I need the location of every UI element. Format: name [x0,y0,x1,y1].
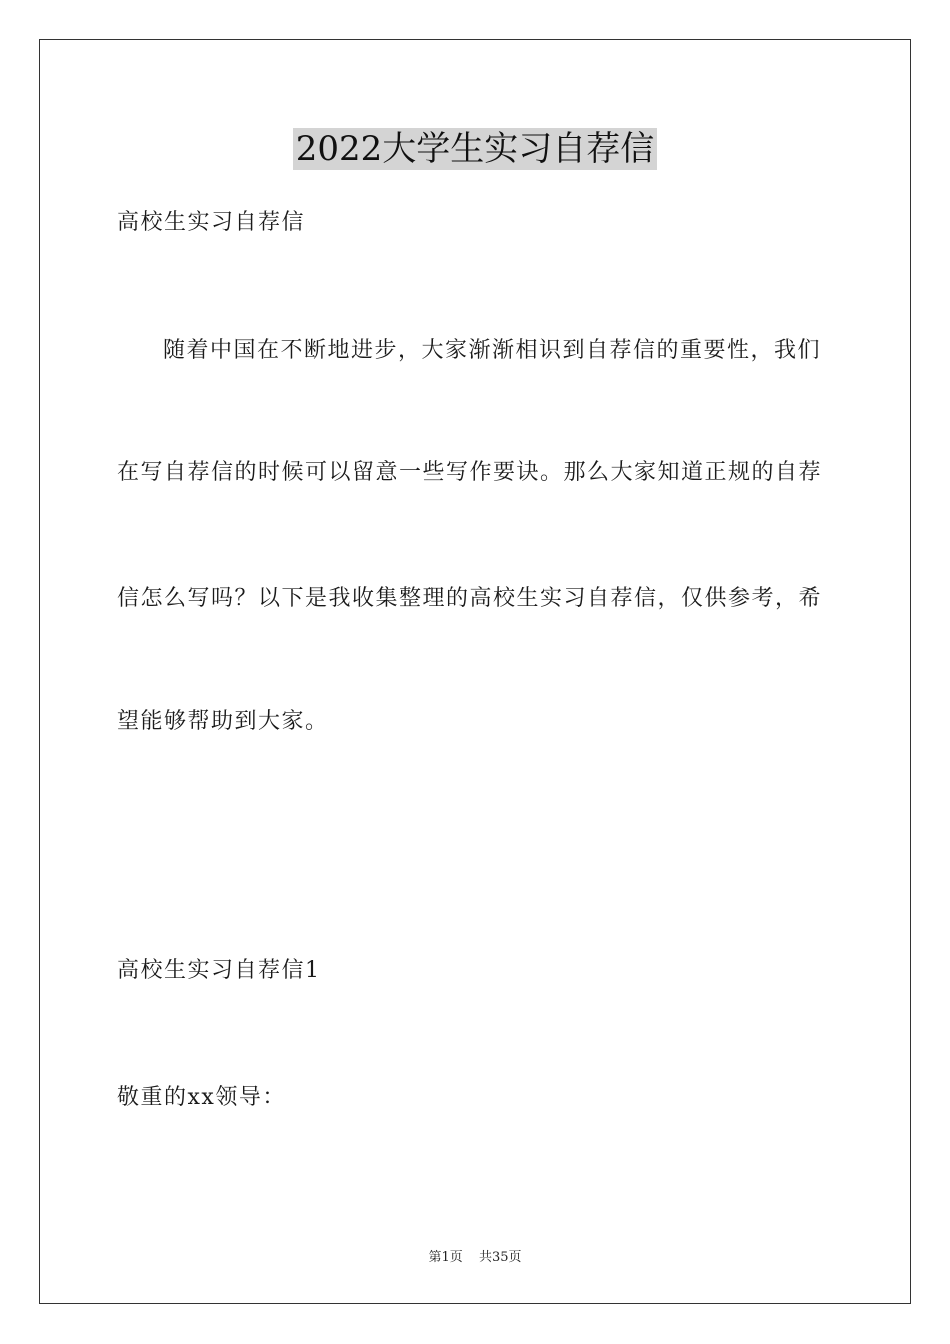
page-total: 共35页 [478,1250,522,1265]
section-heading: 高校生实习自荐信1 [117,958,321,983]
page-footer [0,1246,950,1265]
intro-line-3: 信怎么写吗？以下是我收集整理的高校生实习自荐信，仅供参考，希 [117,586,823,611]
salutation: 敬重的xx领导： [117,1085,286,1110]
title-container [0,128,950,170]
document-title: 2022大学生实习自荐信 [293,128,658,170]
intro-line-2: 在写自荐信的时候可以留意一些写作要诀。那么大家知道正规的自荐 [117,460,823,485]
intro-line-4: 望能够帮助到大家。 [117,709,329,734]
page-number: 第1页 [428,1250,463,1265]
document-subtitle: 高校生实习自荐信 [117,210,306,235]
intro-line-1: 随着中国在不断地进步，大家渐渐相识到自荐信的重要性，我们 [163,338,822,363]
